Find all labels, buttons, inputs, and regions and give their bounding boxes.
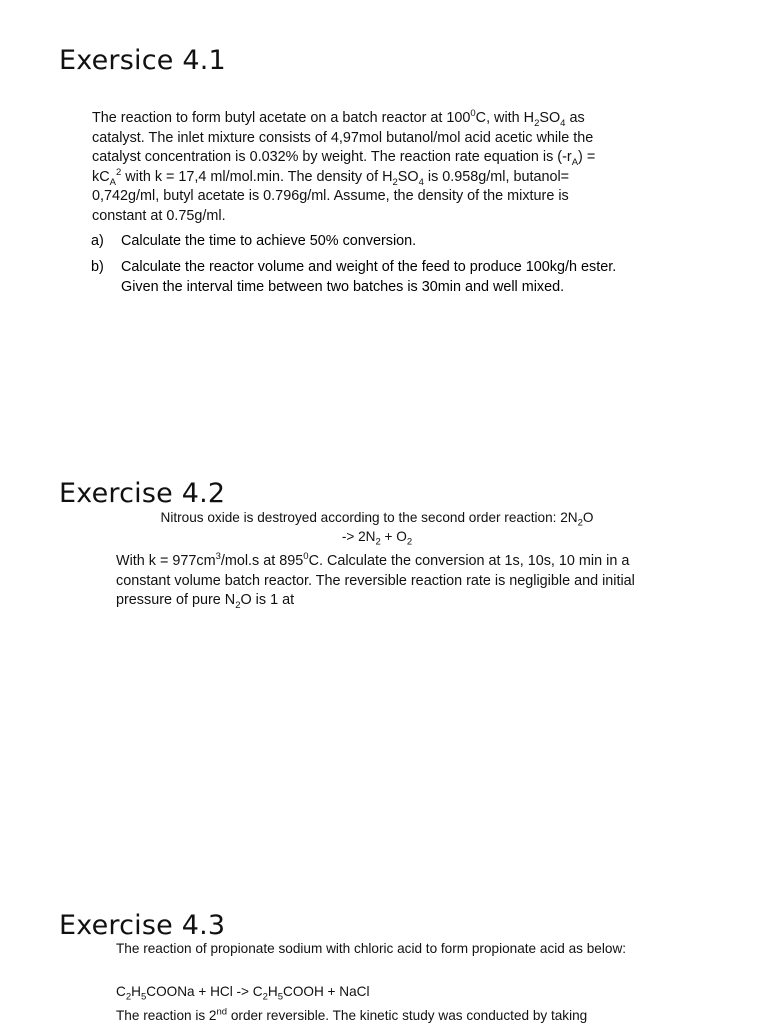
- item-b-text: Calculate the reactor volume and weight of the feed to produce 100kg/h ester. Given the interval time between two batches is 30min and well mixed.: [121, 259, 617, 295]
- exercise-4-3-intro: The reaction of propionate sodium with chloric acid to form propionate acid as below:: [116, 941, 627, 956]
- exercise-4-2-title: Exercise 4.2: [59, 478, 226, 509]
- exercise-4-3-title: Exercise 4.3: [59, 910, 226, 941]
- exercise-4-1-item-a: [91, 232, 651, 252]
- exercise-4-3-equation: $C_2H_5COONa$ + HCl -> $C_2H_5COOH$ + NaCl: [116, 984, 370, 1003]
- exercise-4-2-reaction: Nitrous oxide is destroyed according to the second order reaction: $2N_2O$ -> $2N_2 + O_2$: [160, 510, 594, 548]
- item-a-text: Calculate the time to achieve 50% conversion.: [121, 233, 417, 249]
- exercise-4-1-item-b: [91, 258, 651, 297]
- exercise-4-3-statement: The reaction is 2nd order reversible. The kinetic study was conducted by taking: [116, 1006, 588, 1023]
- item-b-label: b): [91, 259, 104, 275]
- exercise-4-1-paragraph: The reaction to form butyl acetate on a batch reactor at $100^0C$, with $H_2SO_4$ as catalyst. The inlet mixture consists of 4,97mol butanol/mol acid acetic while the catalyst concentration is 0.032% by weight. The reaction rate equation is $(-r_A) = kC_A^2$ with k = 17,4 ml/mol.min. The density of $H_2SO_4$ is 0.958g/ml, butanol= 0,742g/ml, butyl acetate is 0.796g/ml. Assume, the density of the mixture is constant at 0.75g/ml.: [92, 108, 596, 224]
- exercise-4-2-question: With $k = 977cm^3/mol.s$ at $895^0C$. Calculate the conversion at 1s, 10s, 10 min in a constant volume batch reactor. The reversible reaction rate is negligible and initial pressure of pure $N_2O$ is 1 at: [116, 551, 635, 611]
- exercise-4-1-title: Exersice 4.1: [59, 45, 226, 76]
- item-a-label: a): [91, 233, 104, 249]
